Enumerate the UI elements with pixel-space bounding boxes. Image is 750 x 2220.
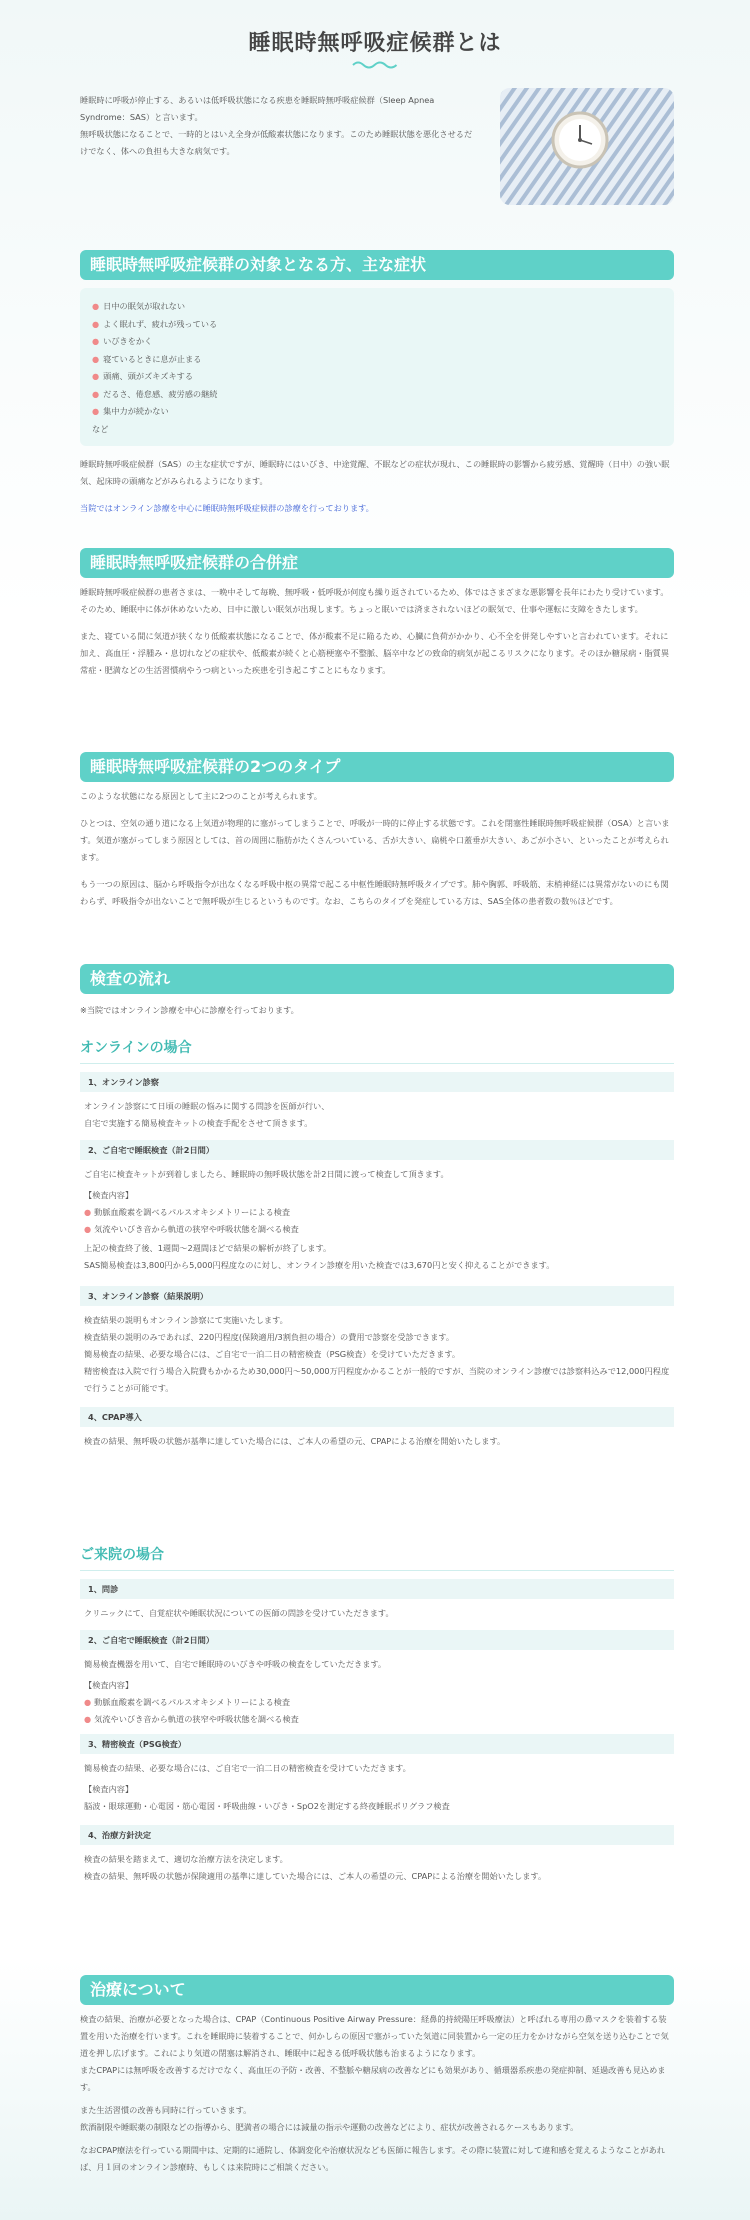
step-text: 検査結果の説明もオンライン診察にて実施いたします。	[84, 1315, 288, 1325]
section-exam-flow	[80, 964, 674, 1450]
step-text: 精密検査は入院で行う場合入院費もかかるため30,000円〜50,000万円程度かかることが一般的ですが、当院のオンライン診療では診察料込みで12,000円程度で行うことが可能です。	[84, 1366, 670, 1393]
step-text: 検査の結果、無呼吸の状態が保険適用の基準に達していた場合には、ご本人の希望の元、CPAPによる治療を開始いたします。	[84, 1871, 547, 1881]
step-text: 検査結果の説明のみであれば、220円程度(保険適用/3割負担の場合）の費用で診察を受診できます。	[84, 1332, 455, 1342]
list-item: ● 日中の眠気が取れない	[92, 301, 186, 311]
list-item: ● 頭痛、頭がズキズキする	[92, 371, 194, 381]
step-text: ご自宅に検査キットが到着しましたら、睡眠時の無呼吸状態を計2日間に渡って検査して頂きます。	[84, 1169, 449, 1179]
step-text: オンライン診察にて日頃の睡眠の悩みに関する問診を医師が行い、	[84, 1101, 330, 1111]
treatment-para-1: 検査の結果、治療が必要となった場合は、CPAP（Continuous Positive Airway Pressure：経鼻的持続陽圧呼吸療法）と呼ばれる専用の鼻マスクを装着する装置を用いた治療を行います。これを睡眠時に装着することで、何かしらの原因で塞がっていた気道に同装置から一定の圧力をかけながら空気を送り込むことで気道を押し広げます。これにより気道の閉塞は解消され、睡眠中に起きる低呼吸状態も治まるようになります。	[80, 2014, 669, 2058]
treatment-para-2: また生活習慣の改善も同時に行っていきます。	[80, 2105, 252, 2115]
step-text: 簡易検査の結果、必要な場合には、ご自宅で一泊二日の精密検査を受けていただきます。	[84, 1763, 411, 1773]
step-text: 簡易検査の結果、必要な場合には、ご自宅で一泊二日の精密検査（PSG検査）を受けていただきます。	[84, 1349, 461, 1359]
types-para-2: ひとつは、空気の通り道になる上気道が物理的に塞がってしまうことで、呼吸が一時的に停止する状態です。これを閉塞性睡眠時無呼吸症候群（OSA）と言います。気道が塞がってしまう原因としては、首の周囲に脂肪がたくさんついている、舌が大きい、扁桃や口蓋垂が大きい、あごが小さい、といったことが考えられます。	[80, 818, 670, 862]
step-heading: 3、精密検査（PSG検査）	[80, 1734, 674, 1754]
step-text: 検査の結果を踏まえて、適切な治療方法を決定します。	[84, 1854, 288, 1864]
section-heading: 睡眠時無呼吸症候群の2つのタイプ	[80, 752, 674, 782]
visit-heading: ご来院の場合	[80, 1544, 674, 1571]
step-text: 自宅で実施する簡易検査キットの検査手配をさせて頂きます。	[84, 1118, 313, 1128]
step-text: SAS簡易検査は3,800円から5,000円程度なのに対し、オンライン診療を用いた検査では3,670円と安く抑えることができます。	[84, 1260, 555, 1270]
visit-steps	[80, 1579, 674, 1885]
list-item: ● よく眠れず、疲れが残っている	[92, 318, 218, 329]
section-heading: 治療について	[80, 1975, 674, 2005]
section-symptoms	[80, 250, 674, 517]
contents-label: 【検査内容】	[84, 1190, 134, 1200]
types-para-1: このような状態になる原因として主に2つのことが考えられます。	[80, 791, 322, 801]
section-heading: 睡眠時無呼吸症候群の合併症	[80, 548, 674, 578]
step-heading: 4、治療方針決定	[80, 1825, 674, 1845]
list-item: ● だるさ、倦怠感、疲労感の継続	[92, 388, 218, 399]
wave-divider-icon	[352, 60, 398, 70]
exam-note: ※当院ではオンライン診療を中心に診療を行っております。	[80, 1005, 299, 1015]
section-heading: 検査の流れ	[80, 964, 674, 994]
symptoms-body: 睡眠時無呼吸症候群（SAS）の主な症状ですが、睡眠時にはいびき、中途覚醒、不眠などの症状が現れ、この睡眠時の影響から疲労感、覚醒時（日中）の強い眠気、起床時の頭痛などがみられるようになります。	[80, 459, 670, 486]
contents-label: 【検査内容】	[84, 1680, 134, 1690]
list-item: ● 動脈血酸素を調べるパルスオキシメトリーによる検査	[84, 1207, 291, 1217]
list-item: ● 気流やいびき音から軌道の狭窄や呼吸状態を調べる検査	[84, 1224, 299, 1234]
treatment-para-3: なおCPAP療法を行っている期間中は、定期的に通院し、体調変化や治療状況なども医師に報告します。その際に装置に対して違和感を覚えるようなことがあれば、月１回のオンライン診療時、もしくは来院時にご相談ください。	[80, 2145, 665, 2172]
step-heading: 2、ご自宅で睡眠検査（計2日間）	[80, 1630, 674, 1650]
step-text: 上記の検査終了後、1週間〜2週間ほどで結果の解析が終了します。	[84, 1243, 332, 1253]
online-notice: 当院ではオンライン診療を中心に睡眠時無呼吸症候群の診療を行っております。	[80, 503, 374, 513]
types-para-3: もう一つの原因は、脳から呼吸指令が出なくなる呼吸中枢の異常で起こる中枢性睡眠時無呼吸タイプです。肺や胸郭、呼吸筋、末梢神経には異常がないのにも関わらず、呼吸指令が出ないことで無呼吸が生じるというものです。なお、こちらのタイプを発症している方は、SAS全体の患者数の数％ほどです。	[80, 879, 669, 906]
complications-para-1b: そのため、睡眠中に体が休めないため、日中に激しい眠気が出現します。ちょっと眠いでは済まされないほどの眠気で、仕事や運転に支障をきたします。	[80, 604, 643, 614]
list-item: ● 気流やいびき音から軌道の狭窄や呼吸状態を調べる検査	[84, 1714, 299, 1724]
page-title: 睡眠時無呼吸症候群とは	[248, 31, 502, 56]
section-heading: 睡眠時無呼吸症候群の対象となる方、主な症状	[80, 250, 674, 280]
step-text: 検査の結果、無呼吸の状態が基準に達していた場合には、ご本人の希望の元、CPAPによる治療を開始いたします。	[84, 1436, 506, 1446]
list-item: ● 動脈血酸素を調べるパルスオキシメトリーによる検査	[84, 1697, 291, 1707]
section-visit	[80, 1544, 674, 1885]
step-heading: 1、オンライン診察	[80, 1072, 674, 1092]
step-heading: 3、オンライン診察（結果説明）	[80, 1286, 674, 1306]
clock-photo	[500, 88, 674, 205]
complications-para-1: 睡眠時無呼吸症候群の患者さまは、一晩中そして毎晩、無呼吸・低呼吸が何度も繰り返されているため、体ではさまざまな悪影響を長年にわたり受けています。	[80, 587, 669, 597]
online-heading: オンラインの場合	[80, 1037, 674, 1064]
section-complications	[80, 548, 674, 679]
intro-paragraph-2: 無呼吸状態になることで、一時的とはいえ全身が低酸素状態になります。このため睡眠状態を悪化させるだけでなく、体への負担も大きな病気です。	[80, 129, 473, 156]
contents-label: 【検査内容】	[84, 1784, 134, 1794]
step-heading: 2、ご自宅で睡眠検査（計2日間）	[80, 1140, 674, 1160]
section-treatment	[80, 1975, 674, 2176]
step-heading: 1、問診	[80, 1579, 674, 1599]
step-text: 簡易検査機器を用いて、自宅で睡眠時のいびきや呼吸の検査をしていただきます。	[84, 1659, 387, 1669]
list-item: ● 寝ているときに息が止まる	[92, 353, 202, 364]
treatment-para-1b: またCPAPには無呼吸を改善するだけでなく、高血圧の予防・改善、不整脈や糖尿病の改善などにも効果があり、循環器系疾患の発症抑制、延過改善も見込めます。	[80, 2065, 666, 2092]
step-heading: 4、CPAP導入	[80, 1407, 674, 1427]
intro-text	[80, 92, 480, 160]
step-text: 脳波・眼球運動・心電図・筋心電図・呼吸曲線・いびき・SpO2を測定する終夜睡眠ポリグラフ検査	[84, 1801, 450, 1811]
section-types	[80, 752, 674, 910]
list-item: ● いびきをかく	[92, 336, 153, 346]
intro-paragraph-1: 睡眠時に呼吸が停止する、あるいは低呼吸状態になる疾患を睡眠時無呼吸症候群（Sleep Apnea Syndrome：SAS）と言います。	[80, 95, 435, 122]
complications-para-2: また、寝ている間に気道が狭くなり低酸素状態になることで、体が酸素不足に陥るため、心臓に負荷がかかり、心不全を併発しやすいと言われています。それに加え、高血圧・浮腫み・息切れなどの症状や、低酸素が続くと心筋梗塞や不整脈、脳卒中などの致命的病気が起こるリスクになります。そのほか糖尿病・脂質異常症・肥満などの生活習慣病やうつ病といった疾患を引き起こすことにもなります。	[80, 631, 670, 675]
treatment-para-2b: 飲酒制限や睡眠薬の制限などの指導から、肥満者の場合には減量の指示や運動の改善などにより、症状が改善されるケースもあります。	[80, 2122, 579, 2132]
online-steps	[80, 1072, 674, 1450]
step-text: クリニックにて、自覚症状や睡眠状況についての医師の問診を受けていただきます。	[84, 1608, 394, 1618]
list-item: ● 集中力が続かない	[92, 406, 169, 416]
symptom-list	[80, 288, 674, 446]
symptoms-tail: など	[92, 423, 109, 434]
